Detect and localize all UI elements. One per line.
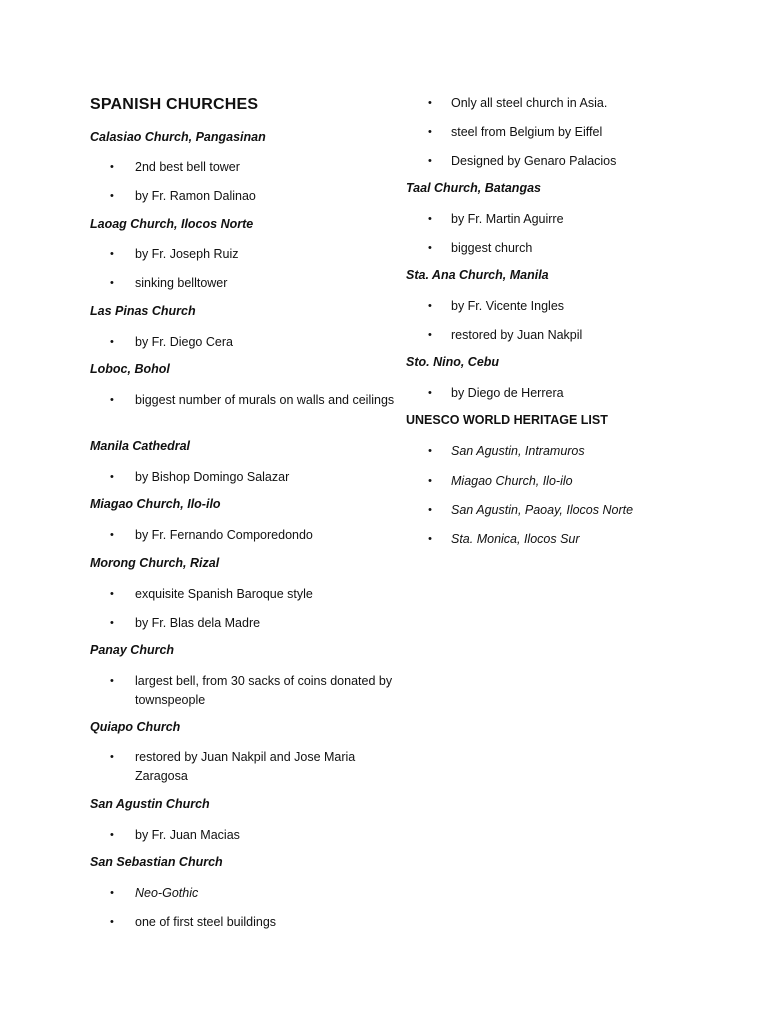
list-item: • Neo-Gothic <box>90 884 198 903</box>
bullet-icon: • <box>110 248 114 260</box>
bullet-icon: • <box>428 329 432 341</box>
list-item: • Miagao Church, Ilo-ilo <box>406 472 573 491</box>
list-item: • steel from Belgium by Eiffel <box>406 123 602 142</box>
list-item: • San Agustin, Intramuros <box>406 442 585 461</box>
church-heading-san-agustin: San Agustin Church <box>90 797 210 811</box>
church-heading-loboc: Loboc, Bohol <box>90 362 170 376</box>
bullet-icon: • <box>428 475 432 487</box>
list-item: • by Fr. Juan Macias <box>90 826 240 845</box>
bullet-icon: • <box>110 829 114 841</box>
church-heading-san-sebastian: San Sebastian Church <box>90 855 223 869</box>
bullet-icon: • <box>428 445 432 457</box>
church-heading-sta-ana: Sta. Ana Church, Manila <box>406 268 549 282</box>
bullet-icon: • <box>110 277 114 289</box>
list-item: • by Fr. Ramon Dalinao <box>90 187 256 206</box>
bullet-icon: • <box>428 97 432 109</box>
page-title: SPANISH CHURCHES <box>90 96 259 113</box>
list-item: • restored by Juan Nakpil <box>406 326 582 345</box>
bullet-icon: • <box>428 126 432 138</box>
list-item: • 2nd best bell tower <box>90 158 240 177</box>
list-item: • exquisite Spanish Baroque style <box>90 585 313 604</box>
bullet-icon: • <box>110 916 114 928</box>
list-item: • by Fr. Martin Aguirre <box>406 210 564 229</box>
list-item: • Only all steel church in Asia. <box>406 94 607 113</box>
list-item: • by Fr. Fernando Comporedondo <box>90 526 313 545</box>
list-item: • by Fr. Joseph Ruiz <box>90 245 239 264</box>
bullet-icon: • <box>428 242 432 254</box>
list-item: • sinking belltower <box>90 274 227 293</box>
unesco-heading: UNESCO WORLD HERITAGE LIST <box>406 413 608 427</box>
bullet-icon: • <box>110 887 114 899</box>
church-heading-manila-cathedral: Manila Cathedral <box>90 439 191 453</box>
bullet-icon: • <box>428 387 432 399</box>
list-item: • San Agustin, Paoay, Ilocos Norte <box>406 501 633 520</box>
church-heading-panay: Panay Church <box>90 643 175 657</box>
list-item: • by Fr. Vicente Ingles <box>406 297 564 316</box>
bullet-icon: • <box>110 675 114 687</box>
list-item: • by Bishop Domingo Salazar <box>90 468 289 487</box>
bullet-icon: • <box>110 161 114 173</box>
list-item: • Sta. Monica, Ilocos Sur <box>406 530 580 549</box>
list-item: • biggest number of murals on walls and ceilings <box>90 391 405 410</box>
church-heading-sto-nino: Sto. Nino, Cebu <box>406 355 500 369</box>
list-item: • by Diego de Herrera <box>406 384 564 403</box>
church-heading-laoag: Laoag Church, Ilocos Norte <box>90 217 254 231</box>
bullet-icon: • <box>110 190 114 202</box>
bullet-icon: • <box>428 533 432 545</box>
list-item: • restored by Juan Nakpil and Jose Maria Zaragosa <box>110 750 356 783</box>
bullet-icon: • <box>110 751 114 763</box>
bullet-icon: • <box>428 213 432 225</box>
list-item: • largest bell, from 30 sacks of coins donated by townspeople <box>110 674 393 707</box>
bullet-icon: • <box>110 471 114 483</box>
church-heading-taal: Taal Church, Batangas <box>406 181 541 195</box>
bullet-icon: • <box>110 336 114 348</box>
bullet-icon: • <box>428 504 432 516</box>
bullet-icon: • <box>110 394 114 406</box>
church-heading-las-pinas: Las Pinas Church <box>90 304 196 318</box>
church-heading-quiapo: Quiapo Church <box>90 720 181 734</box>
bullet-icon: • <box>110 529 114 541</box>
bullet-icon: • <box>110 588 114 600</box>
bullet-icon: • <box>110 617 114 629</box>
bullet-icon: • <box>428 155 432 167</box>
church-heading-calasiao: Calasiao Church, Pangasinan <box>90 130 266 144</box>
list-item: • by Fr. Blas dela Madre <box>90 614 260 633</box>
church-heading-morong: Morong Church, Rizal <box>90 556 220 570</box>
list-item: • one of first steel buildings <box>90 913 276 932</box>
church-heading-miagao: Miagao Church, Ilo-ilo <box>90 497 221 511</box>
list-item: • Designed by Genaro Palacios <box>406 152 616 171</box>
list-item: • by Fr. Diego Cera <box>90 333 233 352</box>
list-item: • biggest church <box>406 239 532 258</box>
bullet-icon: • <box>428 300 432 312</box>
